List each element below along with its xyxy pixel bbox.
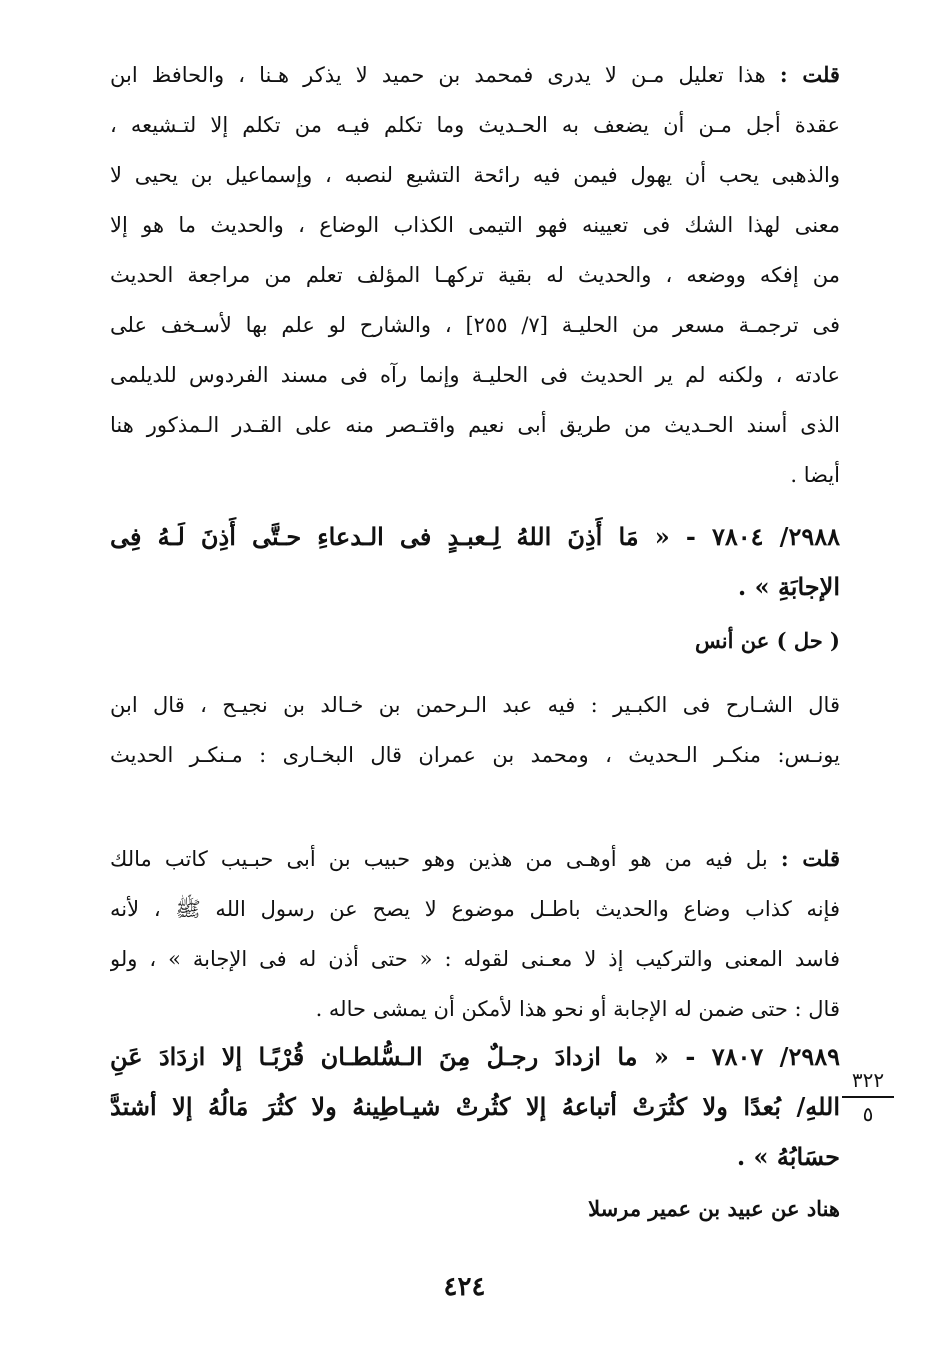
text-line: من إفكه ووضعه ، والحديث له بقية تركهـا المؤلف تعلم من مراجعة الحديث xyxy=(110,263,840,287)
text-line: أيضا . xyxy=(790,463,840,487)
hadith-line: حسَابُهُ » . xyxy=(736,1142,840,1171)
margin-reference-bottom: ٥ xyxy=(862,1102,874,1126)
hadith-2988 xyxy=(110,512,840,612)
hadith-line: ٢٩٨٨/ ٧٨٠٤ - « مَا أَذِنَ اللهُ لِـعبـدٍ فى الـدعاءِ حـتَّى أَذِنَ لَـهُ فِى xyxy=(110,522,840,551)
text-line: عادته ، ولكنه لم ير الحديث فى الحليـة وإنما رآه فى مسند الفردوس للديلمى xyxy=(110,363,840,387)
text-line: فإنه كذاب وضاع والحديث باطـل موضوع لا يصح عن رسول الله ﷺ ، لأنه xyxy=(110,897,840,921)
commentary-paragraph-1 xyxy=(110,50,840,500)
page-number: ٤٢٤ xyxy=(443,1272,486,1302)
margin-reference xyxy=(838,1068,898,1126)
hadith-line: ٢٩٨٩/ ٧٨٠٧ - « ما ازدادَ رجـلٌ مِنَ الـسُّلطـان قُرْبًـا إلا ازدَادَ عَنِ xyxy=(110,1042,840,1071)
hadith-2988-source: ( حل ) عن أنس xyxy=(695,628,840,653)
margin-reference-top: ٣٢٢ xyxy=(851,1068,885,1092)
commentary-paragraph-2 xyxy=(110,680,840,780)
text-line: يونـس: منكـر الـحديث ، ومحمد بن عمران قال البخـارى : مـنكـر الحديث xyxy=(110,743,840,767)
text-line: قال الشـارح فى الكبـير : فيه عبد الـرحمن بن خـالد بن نجيـح ، قال ابن xyxy=(110,693,840,717)
commentary-paragraph-3 xyxy=(110,834,840,1034)
text-line: قلت : بل فيه من هو أوهـى من هذين وهو حبيب بن أبى حبـيب كاتب مالك xyxy=(110,846,840,871)
qult-label: قلت : xyxy=(779,62,840,87)
text-line: قلت : هذا تعليل مـن لا يدرى فمحمد بن حميد لا يذكر هـنا ، والحافظ ابن xyxy=(110,62,840,87)
text-line: الذى أسند الحـديث من طريق أبى نعيم واقتـصر منه على القـدر الـمذكور هنا xyxy=(110,413,840,437)
text-line: والذهبى يحب أن يهول فيمن فيه رائحة التشيع لنصبه ، وإسماعيل بن يحيى لا xyxy=(110,163,840,187)
text-line: عقدة أجل مـن أن يضعف به الحـديث وما تكلم فيـه من تكلم إلا لتـشيعه ، xyxy=(110,113,840,137)
hadith-2989-source: هناد عن عبيد بن عمير مرسلا xyxy=(588,1196,840,1221)
text-line: قال : حتى ضمن له الإجابة أو نحو هذا لأمكن أن يمشى حاله . xyxy=(315,997,840,1021)
text-line: معنى لهذا الشك فى تعيينه فهو التيمى الكذاب الوضاع ، والحديث ما هو إلا xyxy=(110,213,840,237)
qult-label: قلت : xyxy=(780,846,840,871)
margin-divider xyxy=(842,1096,894,1098)
hadith-line: الإجابَةِ » . xyxy=(737,572,840,601)
text-line: فاسد المعنى والتركيب إذ لا معـنى لقوله : « حتى أذن له فى الإجابة » ، ولو xyxy=(110,947,840,971)
text-line: فى ترجمـة مسعر من الحليـة [٧/ ٢٥٥] ، والشارح لو علم بها لأسـخف على xyxy=(110,313,840,337)
hadith-2989 xyxy=(110,1032,840,1182)
hadith-line: اللهِ/ بُعدًا ولا كثُرَتْ أتباعهُ إلا كثُرتْ شيـاطِينهُ ولا كثُرَ مَالُهُ إلا أشتدَّ xyxy=(110,1092,840,1121)
